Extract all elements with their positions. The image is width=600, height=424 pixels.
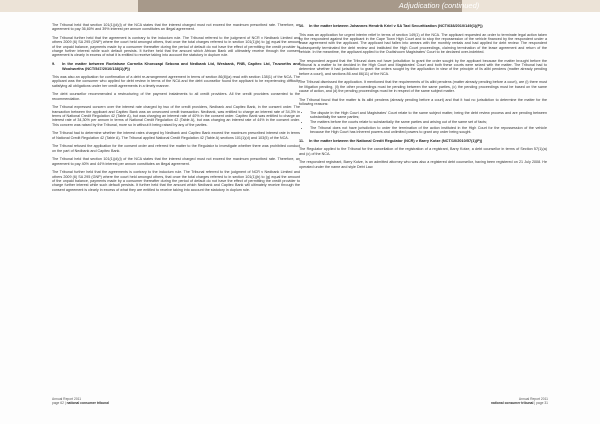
footer-publication: national consumer tribunal [491, 401, 534, 405]
case-number: 10. [299, 24, 305, 28]
bullet-item: The dispute in the High Court and Magistrates' Court relate to the same subject matter, being the debt review process and are pending between substantially the same parties; [299, 111, 547, 120]
footer-left [52, 397, 109, 405]
body-paragraph: The respondent registrant, Barry Kotze, is an admitted attorney who was also a registered debt counsellor, having been registered on 21 July 2008. He operated under the name and style Debt Law. [299, 160, 547, 169]
body-paragraph: The Tribunal dismissed the application. It mentioned that the requirements of lis alibi pendens (matter already pending before a court), are (i) there must be litigation pending, (ii) the other proceedings must be pending between the same parties, (c) the pending proceedings must be based on the same cause of action, and (d) the pending proceedings must be in respect of the same subject matter. [299, 80, 547, 93]
body-paragraph: The Tribunal held that section 101(1)(d)(i) of the NCA states that the interest charged must not exceed the maximum prescribed rate. Therefore, an agreement to pay 40% and 44% interest per annum constitutes an illegal agreement. [52, 157, 300, 166]
body-paragraph: The Tribunal had to determine whether the interest rates charged by Nedbank and Capitec Bank exceed the maximum prescribed interest rate in terms of National Credit Regulation 42 (Table A). The Tribunal applied National Credit Regulation 42 (Table A) sections 101(1)(d) and 103(5) of the NCA. [52, 131, 300, 140]
body-paragraph: The debt counsellor recommended a restructuring of the payment instalments to all credit providers. All the credit providers consented to the recommendation. [52, 92, 300, 101]
body-paragraph: The Tribunal further held that the agreement is contrary to the inducium rule. The Tribunal referred to the judgment of NCR v Nedbank Limited and others 2009 (6) SA 295 (GNP) where the court held amongst others, that once the total charges referred to in section 101(1)(b) to (g) equal the amount of the unpaid balance, payments made by a consumer thereafter during the period of default do not have the effect of permitting the credit provider to charge further interest while such default persists. It further held that the amount which African Bank will ultimately receive through the consent agreement is clearly in excess of what it is entitled to receive taking into account the statutory in duplum rule. [52, 35, 300, 58]
case-number: 9. [52, 62, 56, 66]
body-paragraph: The Tribunal found that the matter is lis alibi pendens (already pending before a court) and that it had no jurisdiction to determine the matter for the following reasons: [299, 97, 547, 106]
case-heading [52, 62, 300, 71]
body-paragraph: The Tribunal held that section 101(1)(d)(i) of the NCA states that the interest charged must not exceed the maximum prescribed rate. Therefore, an agreement to pay 36,60% and 39% interest per annum constitutes an illegal agreement. [52, 23, 300, 32]
footer-report-title: Annual Report 2011 [52, 397, 82, 401]
footer-page-number: page 62 [52, 401, 64, 405]
footer-page-info [491, 401, 548, 405]
footer-publication: national consumer tribunal [66, 401, 109, 405]
footer-separator: | [64, 401, 66, 405]
page-header-band [0, 0, 600, 12]
right-text-column [299, 23, 547, 173]
section-title-bar [138, 0, 480, 12]
body-paragraph: The Tribunal refused the application for the consent order and referred the matter to the Regulator to investigate whether there was prohibited conduct on the part of Nedbank and Capitec Bank. [52, 144, 300, 153]
case-title: In the matter between the National Credit Regulator (NCR) v Barry Kotze (NCT/10/2010/57(1)(P)) [309, 138, 483, 143]
case-heading [299, 139, 547, 144]
body-paragraph: The Regulator applied to the Tribunal for the cancellation of the registration of a registrant, Barry Kotze, a debt counsellor in terms of Section 57(1)(a) and (c) of the NCA. [299, 147, 547, 156]
footer-report-title: Annual Report 2011 [518, 397, 548, 401]
case-title: In the matter between Roelatswe Cornelia Khorozapi Sebona and Nedbank Ltd, Wesbank, FNB, Capitec Ltd, Truworths and Woolworths (NCT/547/2010/138(1)(P)) [62, 62, 300, 71]
bullet-item: The matters before the courts relate to substantially the same parties and arising out of the same set of facts; [299, 120, 547, 124]
footer-page-info [52, 401, 109, 405]
body-paragraph: The Tribunal further held that the agreements is contrary to the inducium rule. The Tribunal referred to the judgment of NCR v Nedbank Limited and others 2009 (6) SA 295 (GNP) where the court held amongst others, that once the total charges referred to in section 101(1)(b) to (g) equal the amount of the unpaid balance, payments made by a consumer thereafter during the period of default do not have the effect of permitting the credit provider to charge further interest while such default persists. It further held that the amount which Nedbank and Capitec Bank will ultimately receive through the consent agreement is clearly in excess of what they are entitled to receive taking into account the statutory in duplum rule. [52, 170, 300, 192]
left-text-column [52, 23, 300, 196]
case-heading [299, 24, 547, 29]
bullet-list [299, 111, 547, 135]
footer-right [491, 397, 548, 405]
body-paragraph: This was also an application for confirmation of a debt re-arrangement agreement in terms of section 86(8)(a) read with section 138(1) of the NCA. The applicant was the consumer who applied for debt review in terms of the NCA and the debt counsellor found the applicant to be experiencing difficulty satisfying all obligations under her credit agreements in a timely manner. [52, 75, 300, 88]
case-title: In the matter between Johannes Hendrik Kriel v SA Taxi Securitization (NCT/638/2010/149(1)(P)) [309, 24, 483, 28]
footer-separator: | [534, 401, 536, 405]
case-number: 11. [299, 138, 305, 143]
section-title: Adjudication (continued) [398, 1, 480, 10]
body-paragraph: The respondent argued that the Tribunal does not have jurisdiction to grant the order sought by the applicant because the matter brought before the Tribunal is a matter to be decided in the High Court and Magistrates' Court and both these courts were seized with the matter. The Tribunal had to determine whether it had jurisdiction to grant the orders sought by the application in view of the principle of lis alibi pendens (matter already pending before a court), and sections 86 and 86(11) of the NCA. [299, 58, 547, 76]
bullet-item: The Tribunal does not have jurisdiction to order the termination of the action instituted in the High Court for the repossession of the vehicle because the High Court has inherent powers and unlimited powers to grant any order being sought. [299, 126, 547, 135]
body-paragraph: The Tribunal expressed concern over the interest rate charged by two of the credit providers, Nedbank and Capitec Bank, in the consent order. The transaction between the applicant and Capitec Bank was an unsecured credit transaction. Nedbank, was entitled to charge an interest rate of 34,3% in terms of National Credit Regulation 42 (Table A), but was charging an interest rate of 40% in the consent order. Capitec Bank was entitled to charge an interest rate of 34,30% per annum in terms of National Credit Regulation 42 (Table A), but was charging an interest rate of 44% in the consent order. This concern was raised by the Tribunal, more so in without it being raised by any of the parties. [52, 105, 300, 127]
body-paragraph: This was an application for urgent interim relief in terms of section 149(1) of the NCA. The applicant requested an order to terminate legal action taken by the respondent against the applicant in the Cape Town High Court and to stop the repossession of the vehicle financed by the respondent under a lease agreement with the applicant. The applicant had fallen into arrears with the monthly rentals and had applied for debt review. The respondent subsequently terminated the debt review and instituted the High Court proceedings, claiming termination of the lease agreement and return of the vehicle. In the meantime, the applicant applied to the Oudtshoorn Magistrates' Court to be declared over-indebted. [299, 32, 547, 54]
footer-page-number: page 31 [536, 401, 548, 405]
